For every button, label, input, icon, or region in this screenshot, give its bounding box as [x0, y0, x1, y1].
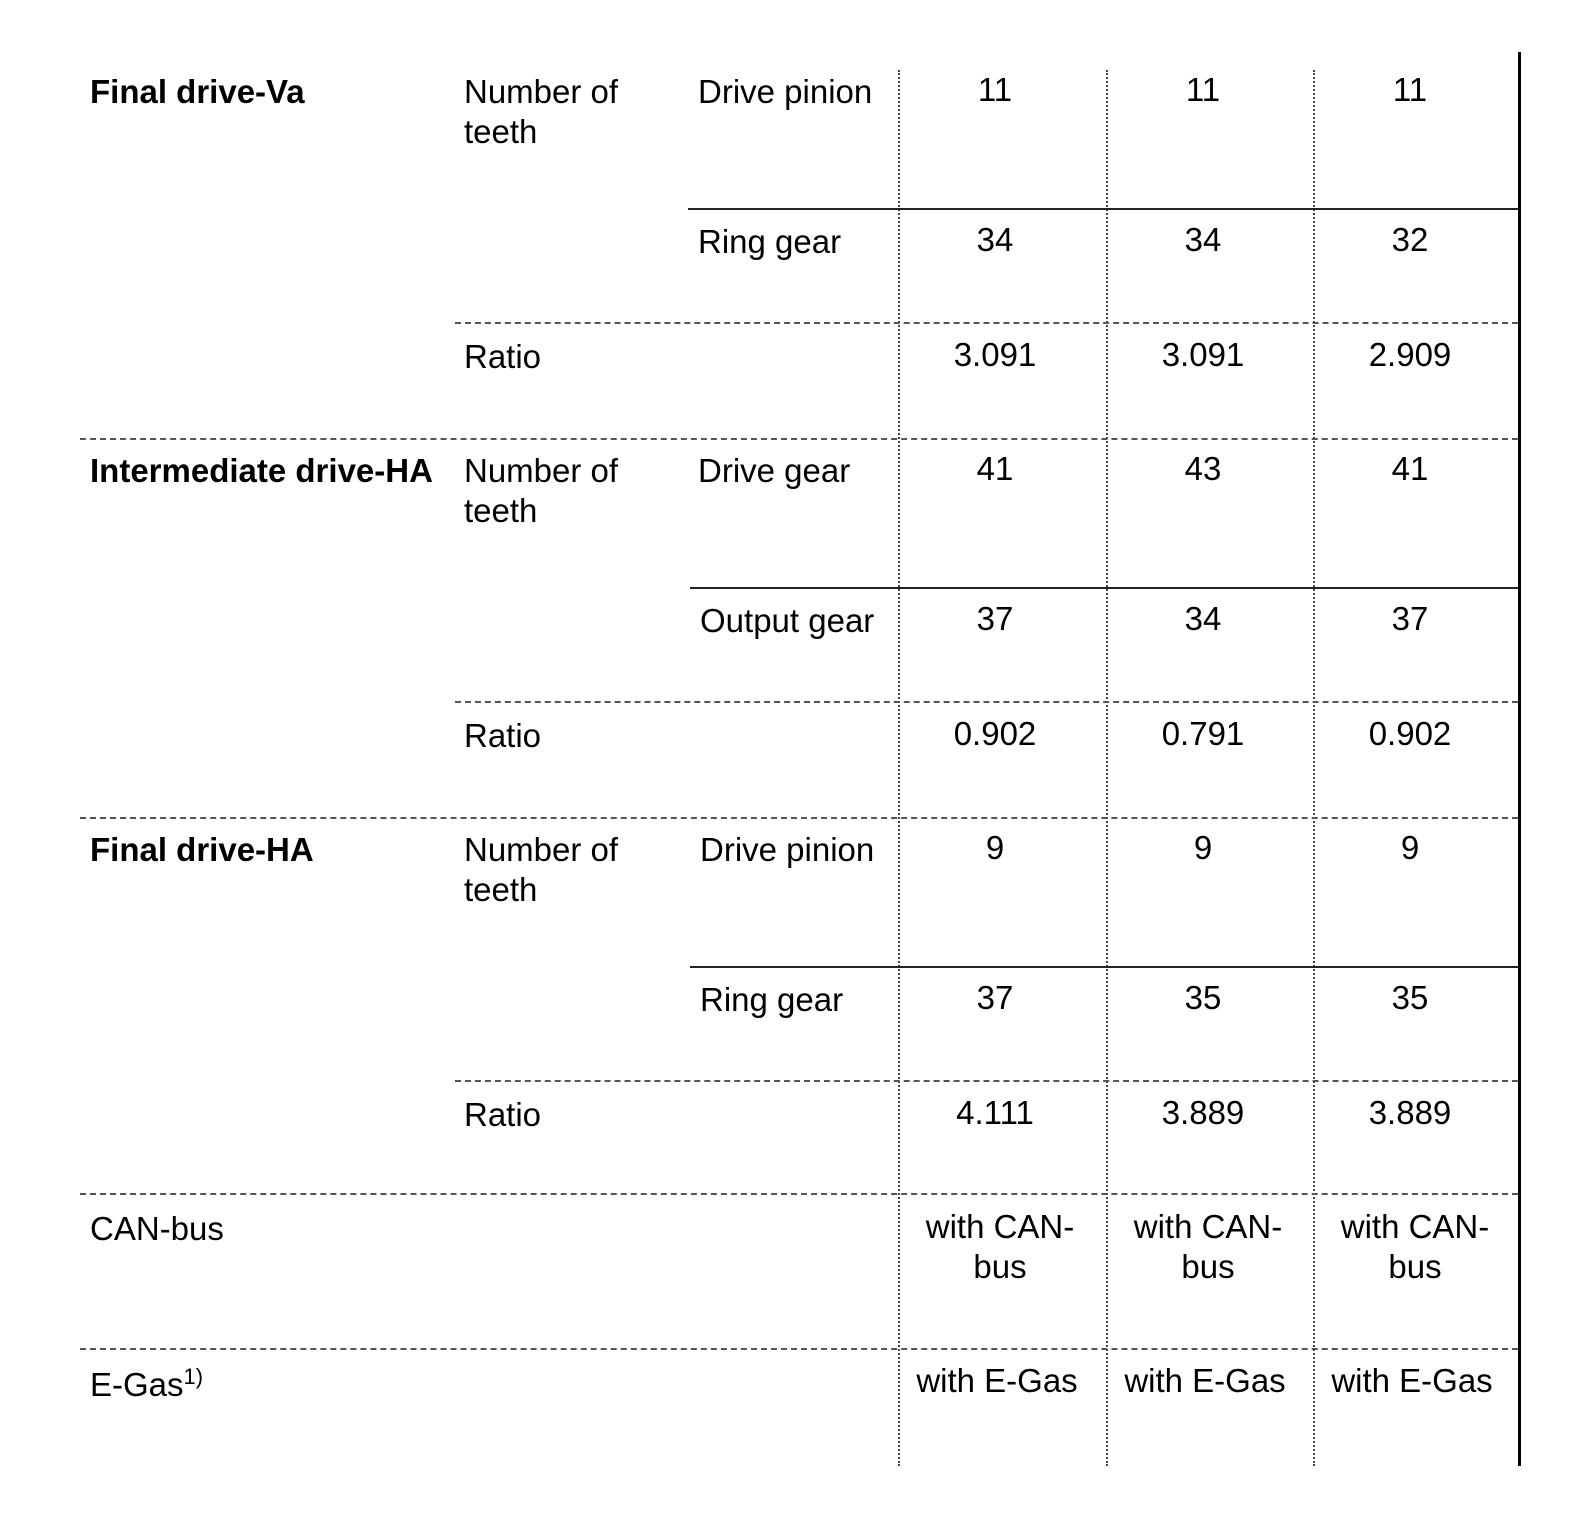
- group-label-can-bus: CAN-bus: [90, 1210, 224, 1247]
- cell-value: 34: [976, 221, 1014, 258]
- row-divider: [80, 438, 1518, 440]
- sub-label-ratio: Ratio: [464, 1096, 542, 1133]
- cell-value: 43: [1184, 450, 1222, 487]
- footnote-marker: 1): [183, 1364, 204, 1389]
- cell-value: 11: [1392, 71, 1428, 108]
- cell-value: 3.889: [1368, 1094, 1452, 1131]
- cell-value: 2.909: [1368, 336, 1452, 373]
- cell-value: 35: [1184, 979, 1222, 1016]
- item-label-ring-gear: Ring gear: [700, 981, 844, 1018]
- cell-value: with CAN-bus: [1133, 1208, 1283, 1285]
- cell-value: 4.111: [956, 1094, 1034, 1131]
- cell-value: 3.889: [1161, 1094, 1245, 1131]
- sub-label-number-of-teeth: Number of teeth: [464, 73, 619, 150]
- column-divider: [1106, 70, 1108, 1466]
- item-label-drive-pinion: Drive pinion: [700, 831, 875, 868]
- cell-value: 3.091: [953, 336, 1037, 373]
- group-label-final-drive-va: Final drive-Va: [90, 73, 305, 110]
- row-divider: [80, 817, 1518, 819]
- row-divider: [455, 1080, 1518, 1082]
- group-label-e-gas: [90, 1365, 203, 1405]
- sub-label-number-of-teeth: Number of teeth: [464, 831, 619, 908]
- item-label-drive-pinion: Drive pinion: [698, 73, 873, 110]
- item-label-ring-gear: Ring gear: [698, 223, 842, 260]
- cell-value: 0.791: [1161, 715, 1245, 752]
- column-divider: [1313, 70, 1315, 1466]
- cell-value: 34: [1184, 221, 1222, 258]
- cell-value: 37: [976, 600, 1014, 637]
- cell-value: with E-Gas: [1331, 1362, 1493, 1399]
- cell-value: 11: [1185, 71, 1221, 108]
- cell-value: 34: [1184, 600, 1222, 637]
- row-divider: [80, 1348, 1518, 1350]
- table-right-border: [1518, 52, 1521, 1466]
- group-label-final-drive-ha: Final drive-HA: [90, 831, 314, 868]
- cell-value: with E-Gas: [916, 1362, 1078, 1399]
- cell-value: 37: [1391, 600, 1429, 637]
- sub-label-ratio: Ratio: [464, 338, 542, 375]
- cell-value: 11: [977, 71, 1013, 108]
- cell-value: 0.902: [1368, 715, 1452, 752]
- cell-value: 41: [976, 450, 1014, 487]
- cell-value: 9: [985, 829, 1005, 866]
- row-divider: [80, 1193, 1518, 1195]
- row-divider: [690, 966, 1518, 968]
- group-label-intermediate-drive-ha: Intermediate drive-HA: [90, 452, 433, 489]
- cell-value: 3.091: [1161, 336, 1245, 373]
- cell-value: with CAN-bus: [925, 1208, 1075, 1285]
- column-divider: [898, 70, 900, 1466]
- row-divider: [455, 701, 1518, 703]
- row-divider: [688, 208, 1518, 210]
- cell-value: 32: [1391, 221, 1429, 258]
- cell-value: 0.902: [953, 715, 1037, 752]
- cell-value: 35: [1391, 979, 1429, 1016]
- cell-value: 41: [1391, 450, 1429, 487]
- cell-value: 9: [1400, 829, 1420, 866]
- cell-value: with CAN-bus: [1340, 1208, 1490, 1285]
- item-label-drive-gear: Drive gear: [698, 452, 851, 489]
- cell-value: 9: [1193, 829, 1213, 866]
- cell-value: 37: [976, 979, 1014, 1016]
- cell-value: with E-Gas: [1124, 1362, 1286, 1399]
- e-gas-label-text: E-Gas: [90, 1366, 184, 1403]
- sub-label-number-of-teeth: Number of teeth: [464, 452, 619, 529]
- row-divider: [690, 587, 1518, 589]
- sub-label-ratio: Ratio: [464, 717, 542, 754]
- row-divider: [455, 322, 1518, 324]
- item-label-output-gear: Output gear: [700, 602, 875, 639]
